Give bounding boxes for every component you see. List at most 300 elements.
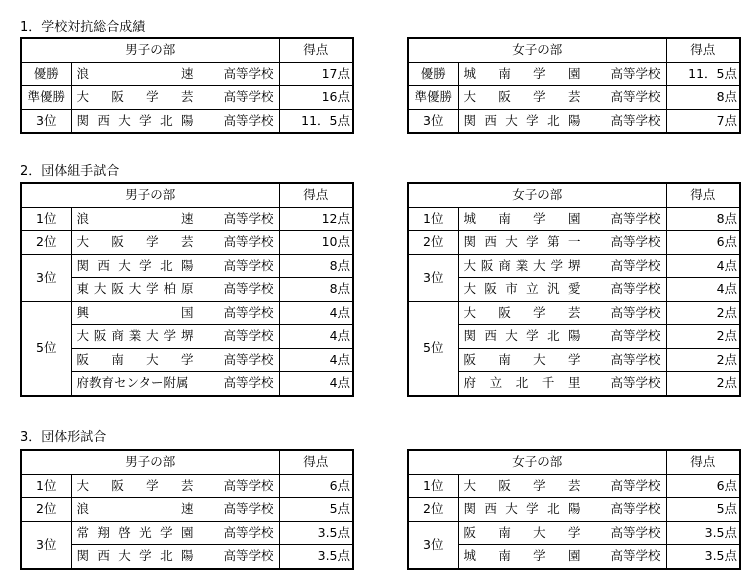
school-type: 高等学校 xyxy=(610,351,661,367)
school-name-char: 陽 xyxy=(567,501,581,517)
school-name-char: 西 xyxy=(97,257,110,273)
school-name-chars xyxy=(461,64,585,84)
kata-male-table xyxy=(20,449,354,570)
school-name-char: 学 xyxy=(180,351,194,367)
school-type: 高等学校 xyxy=(223,548,274,564)
school-name xyxy=(74,279,277,299)
school-name-char: 国 xyxy=(181,304,194,320)
school-name-char: 阪 xyxy=(111,89,124,105)
division-header: 男子の部 xyxy=(21,38,279,62)
table-row xyxy=(408,348,740,372)
school-name-chars xyxy=(461,499,585,519)
school-name-char: 北 xyxy=(160,112,173,128)
points-cell: 3.5点 xyxy=(279,521,353,545)
rank-cell: 1位 xyxy=(408,207,458,231)
school-type: 高等学校 xyxy=(223,281,274,297)
school-cell xyxy=(458,254,666,278)
school-name xyxy=(461,279,664,299)
school-type: 高等学校 xyxy=(223,328,274,344)
school-name-char: 大 xyxy=(76,328,90,344)
school-name-char: 光 xyxy=(139,524,152,540)
school-type: 高等学校 xyxy=(223,65,274,81)
table-row xyxy=(408,207,740,231)
rank-cell: 3位 xyxy=(21,109,71,133)
school-type: 高等学校 xyxy=(610,375,661,391)
points-cell: 3.5点 xyxy=(279,545,353,569)
rank-cell: 1位 xyxy=(21,207,71,231)
school-name-char: 府 xyxy=(463,375,477,391)
school-type: 高等学校 xyxy=(223,89,274,105)
school-name-chars xyxy=(74,326,198,346)
school-name-chars xyxy=(74,232,198,252)
points-cell: 2点 xyxy=(666,372,740,396)
school-cell xyxy=(458,207,666,231)
school-name xyxy=(74,232,277,252)
rank-cell: 準優勝 xyxy=(408,86,458,110)
school-name-char: 園 xyxy=(567,548,581,564)
school-type: 高等学校 xyxy=(223,257,274,273)
school-name-char: 阪 xyxy=(463,351,477,367)
school-cell xyxy=(71,109,279,133)
school-name xyxy=(461,209,664,229)
school-name-char: 北 xyxy=(547,501,560,517)
school-cell xyxy=(458,62,666,86)
school-name-char: 大 xyxy=(128,281,142,297)
table-row xyxy=(408,498,740,522)
school-type: 高等学校 xyxy=(610,89,661,105)
school-type: 高等学校 xyxy=(610,328,661,344)
school-name-char: 立 xyxy=(526,281,539,297)
points-cell: 8点 xyxy=(279,278,353,302)
school-name-char: 学 xyxy=(567,524,581,540)
table-row xyxy=(21,301,353,325)
school-type: 高等学校 xyxy=(223,501,274,517)
school-cell xyxy=(71,325,279,349)
school-name-chars xyxy=(461,476,585,496)
school-name-char: 翔 xyxy=(97,524,110,540)
school-cell xyxy=(458,545,666,569)
school-name-char: 浪 xyxy=(76,210,90,226)
school-cell xyxy=(458,474,666,498)
school-name-char: 阪 xyxy=(498,477,511,493)
school-cell xyxy=(458,109,666,133)
school-cell xyxy=(458,498,666,522)
school-name-char: 西 xyxy=(484,328,497,344)
school-name-char: 西 xyxy=(484,501,497,517)
section-title-kumite: 2．団体組手試合 xyxy=(20,164,120,179)
school-name-char: 学 xyxy=(139,548,152,564)
school-name-char: 大 xyxy=(505,328,518,344)
school-name-char: 南 xyxy=(498,351,511,367)
school-name-char: 浪 xyxy=(76,501,90,517)
school-name xyxy=(74,209,277,229)
table-row xyxy=(408,325,740,349)
school-cell xyxy=(71,372,279,396)
rank-cell: 2位 xyxy=(21,498,71,522)
points-header: 得点 xyxy=(279,450,353,474)
school-name-char: 芸 xyxy=(567,477,581,493)
school-type: 高等学校 xyxy=(610,65,661,81)
school-name-char: 学 xyxy=(550,257,564,273)
school-name xyxy=(74,326,277,346)
school-name-char: 関 xyxy=(463,328,477,344)
points-cell: 4点 xyxy=(666,278,740,302)
school-type: 高等学校 xyxy=(610,548,661,564)
rank-cell: 1位 xyxy=(408,474,458,498)
school-name-char: 北 xyxy=(160,257,173,273)
school-name xyxy=(74,111,277,131)
school-name-char: 学 xyxy=(139,257,152,273)
school-name-char: 学 xyxy=(533,65,546,81)
school-name-chars xyxy=(74,373,198,393)
school-name-char: 南 xyxy=(498,210,511,226)
school-name-char: 南 xyxy=(498,548,511,564)
table-row xyxy=(408,545,740,569)
school-type: 高等学校 xyxy=(223,477,274,493)
school-name-char: 阪 xyxy=(111,477,124,493)
header-row xyxy=(408,450,740,474)
school-cell xyxy=(71,86,279,110)
points-cell: 4点 xyxy=(279,325,353,349)
school-cell xyxy=(71,278,279,302)
table-row xyxy=(21,231,353,255)
school-type: 高等学校 xyxy=(223,112,274,128)
school-name-chars xyxy=(461,87,585,107)
school-name-char: 東 xyxy=(76,281,90,297)
school-name-char: 園 xyxy=(180,524,194,540)
table-row xyxy=(21,372,353,396)
school-type: 高等学校 xyxy=(610,281,661,297)
points-header: 得点 xyxy=(279,38,353,62)
rank-cell: 2位 xyxy=(408,498,458,522)
rank-cell: 優勝 xyxy=(21,62,71,86)
school-type: 高等学校 xyxy=(610,501,661,517)
school-name-char: 速 xyxy=(181,65,194,81)
school-type: 高等学校 xyxy=(223,375,274,391)
school-name-char: 陽 xyxy=(180,548,194,564)
school-cell xyxy=(71,254,279,278)
table-row xyxy=(21,325,353,349)
points-cell: 11．5点 xyxy=(666,62,740,86)
school-type: 高等学校 xyxy=(610,257,661,273)
school-name-char: 愛 xyxy=(567,281,581,297)
table-row xyxy=(21,86,353,110)
school-name-chars xyxy=(461,232,585,252)
school-name-char: 汎 xyxy=(547,281,560,297)
points-header: 得点 xyxy=(666,450,740,474)
rank-cell: 2位 xyxy=(408,231,458,255)
school-name-char: 芸 xyxy=(567,304,581,320)
school-name-char: 大 xyxy=(463,89,477,105)
division-header: 男子の部 xyxy=(21,183,279,207)
school-name-char: 学 xyxy=(526,501,539,517)
school-name-char: 南 xyxy=(498,65,511,81)
school-name-char: 西 xyxy=(484,234,497,250)
school-name xyxy=(461,546,664,566)
school-name-char: 学 xyxy=(160,524,173,540)
school-name-char: 学 xyxy=(526,112,539,128)
school-type: 高等学校 xyxy=(610,210,661,226)
school-name-chars xyxy=(461,326,585,346)
school-name-chars xyxy=(74,209,198,229)
school-type: 高等学校 xyxy=(610,304,661,320)
school-name-char: 阪 xyxy=(498,89,511,105)
school-name-char: 大 xyxy=(463,477,477,493)
points-cell: 17点 xyxy=(279,62,353,86)
rank-cell: 3位 xyxy=(408,109,458,133)
school-name xyxy=(461,523,664,543)
school-cell xyxy=(71,62,279,86)
school-cell xyxy=(71,207,279,231)
school-name-char: 大 xyxy=(533,351,546,367)
school-name-char: 阪 xyxy=(480,257,494,273)
table-row xyxy=(21,545,353,569)
points-cell: 16点 xyxy=(279,86,353,110)
points-cell: 8点 xyxy=(666,207,740,231)
school-name-char: 西 xyxy=(97,112,110,128)
points-cell: 8点 xyxy=(279,254,353,278)
table-row xyxy=(21,348,353,372)
school-name-char: 商 xyxy=(498,257,511,273)
school-name-char: 城 xyxy=(463,210,477,226)
school-name xyxy=(74,303,277,323)
school-name-char: 学 xyxy=(163,328,177,344)
school-name xyxy=(74,546,277,566)
section-title-overall: 1．学校対抗総合成績 xyxy=(20,20,146,35)
school-name-char: 園 xyxy=(567,65,581,81)
points-cell: 10点 xyxy=(279,231,353,255)
school-name xyxy=(74,87,277,107)
school-name-char: 大 xyxy=(463,281,477,297)
school-name-chars xyxy=(461,546,585,566)
school-name-char: 学 xyxy=(533,89,546,105)
school-name-char: 大 xyxy=(533,524,546,540)
points-cell: 4点 xyxy=(279,348,353,372)
school-name-chars xyxy=(461,350,585,370)
school-name-char: 柏 xyxy=(163,281,177,297)
school-name-chars xyxy=(74,523,198,543)
school-name-char: 常 xyxy=(76,524,90,540)
school-name-char: 学 xyxy=(146,89,159,105)
overall-female-table xyxy=(407,37,741,134)
table-row xyxy=(408,521,740,545)
school-name-char: 城 xyxy=(463,548,477,564)
school-name-char: 興 xyxy=(76,304,90,320)
school-cell xyxy=(458,348,666,372)
school-name-char: 陽 xyxy=(180,112,194,128)
school-name-char: 南 xyxy=(111,351,124,367)
points-cell: 3.5点 xyxy=(666,521,740,545)
school-name-char: 市 xyxy=(505,281,518,297)
school-name-char: 大 xyxy=(93,281,107,297)
school-type: 高等学校 xyxy=(223,304,274,320)
header-row xyxy=(21,183,353,207)
points-cell: 2点 xyxy=(666,325,740,349)
points-cell: 4点 xyxy=(666,254,740,278)
school-name-chars xyxy=(74,546,198,566)
school-name-char: 芸 xyxy=(180,477,194,493)
rank-cell: 1位 xyxy=(21,474,71,498)
rank-cell: 3位 xyxy=(408,254,458,301)
school-name-chars xyxy=(74,350,198,370)
school-name xyxy=(74,523,277,543)
school-name-char: 速 xyxy=(181,501,194,517)
school-name xyxy=(461,373,664,393)
school-name-char: 学 xyxy=(533,548,546,564)
school-name-char: 大 xyxy=(505,234,518,250)
school-name-char: 大 xyxy=(463,257,477,273)
school-name-chars xyxy=(74,279,198,299)
school-name-char: 堺 xyxy=(567,257,581,273)
school-name-chars xyxy=(74,87,198,107)
school-name-char: 関 xyxy=(76,112,90,128)
school-name-char: 学 xyxy=(567,351,581,367)
header-row xyxy=(408,183,740,207)
school-name-char: 啓 xyxy=(118,524,131,540)
school-name-chars xyxy=(461,303,585,323)
school-name-char: 阪 xyxy=(463,524,477,540)
school-name-char: 千 xyxy=(541,375,555,391)
school-name-chars xyxy=(74,111,198,131)
points-cell: 6点 xyxy=(666,231,740,255)
school-name-char: 原 xyxy=(180,281,194,297)
table-row xyxy=(408,278,740,302)
school-name-char: 一 xyxy=(567,234,581,250)
school-cell xyxy=(458,301,666,325)
school-name-char: 大 xyxy=(76,89,90,105)
school-name-chars xyxy=(461,373,585,393)
school-name xyxy=(74,476,277,496)
table-row xyxy=(408,86,740,110)
school-name-chars xyxy=(74,256,198,276)
points-cell: 4点 xyxy=(279,372,353,396)
table-row xyxy=(21,474,353,498)
school-cell xyxy=(71,301,279,325)
points-cell: 12点 xyxy=(279,207,353,231)
school-cell xyxy=(458,325,666,349)
school-name-char: 阪 xyxy=(111,234,124,250)
school-name-char: 大 xyxy=(76,477,90,493)
school-name-char: 学 xyxy=(533,210,546,226)
school-name-char: 関 xyxy=(463,234,477,250)
school-name-char: 堺 xyxy=(180,328,194,344)
rank-cell: 優勝 xyxy=(408,62,458,86)
points-cell: 6点 xyxy=(279,474,353,498)
school-name-char: 阪 xyxy=(111,281,124,297)
school-name-char: 府教育センター附属 xyxy=(76,375,189,391)
school-name-char: 学 xyxy=(146,477,159,493)
points-cell: 2点 xyxy=(666,301,740,325)
school-type: 高等学校 xyxy=(610,477,661,493)
school-name-char: 北 xyxy=(547,112,560,128)
points-cell: 5点 xyxy=(666,498,740,522)
school-name-char: 里 xyxy=(568,375,581,391)
school-name-char: 大 xyxy=(533,257,546,273)
school-type: 高等学校 xyxy=(610,112,661,128)
school-type: 高等学校 xyxy=(223,234,274,250)
rank-cell: 3位 xyxy=(408,521,458,569)
school-name-char: 大 xyxy=(76,234,90,250)
table-row xyxy=(21,498,353,522)
school-name-char: 業 xyxy=(515,257,529,273)
school-name-char: 大 xyxy=(118,112,131,128)
overall-male-table xyxy=(20,37,354,134)
division-header: 男子の部 xyxy=(21,450,279,474)
rank-cell: 5位 xyxy=(408,301,458,396)
kumite-female-table xyxy=(407,182,741,397)
division-header: 女子の部 xyxy=(408,38,666,62)
school-name-char: 業 xyxy=(128,328,142,344)
school-name-char: 関 xyxy=(463,112,477,128)
school-name-chars xyxy=(74,303,198,323)
rank-cell: 準優勝 xyxy=(21,86,71,110)
school-name xyxy=(461,111,664,131)
rank-cell: 3位 xyxy=(21,521,71,569)
school-name xyxy=(74,499,277,519)
school-type: 高等学校 xyxy=(223,351,274,367)
school-type: 高等学校 xyxy=(223,210,274,226)
school-name-char: 芸 xyxy=(180,89,194,105)
header-row xyxy=(21,38,353,62)
points-header: 得点 xyxy=(666,183,740,207)
points-cell: 4点 xyxy=(279,301,353,325)
table-row xyxy=(408,62,740,86)
school-name xyxy=(461,87,664,107)
school-name-char: 立 xyxy=(489,375,503,391)
kumite-male-table xyxy=(20,182,354,397)
school-name-char: 大 xyxy=(118,548,131,564)
school-cell xyxy=(71,545,279,569)
school-name-char: 関 xyxy=(463,501,477,517)
kata-female-table xyxy=(407,449,741,570)
table-row xyxy=(408,372,740,396)
school-name-char: 浪 xyxy=(76,65,90,81)
school-name-char: 陽 xyxy=(567,328,581,344)
school-name xyxy=(461,64,664,84)
points-cell: 7点 xyxy=(666,109,740,133)
school-name xyxy=(461,232,664,252)
school-cell xyxy=(71,231,279,255)
school-name-char: 芸 xyxy=(567,89,581,105)
school-cell xyxy=(71,474,279,498)
school-name-chars xyxy=(461,256,585,276)
school-name-char: 学 xyxy=(526,328,539,344)
school-name xyxy=(74,373,277,393)
school-name-char: 西 xyxy=(97,548,110,564)
table-row xyxy=(21,207,353,231)
school-name-char: 阪 xyxy=(498,304,511,320)
school-type: 高等学校 xyxy=(223,524,274,540)
table-row xyxy=(21,109,353,133)
school-name-char: 商 xyxy=(111,328,124,344)
school-name-char: 第 xyxy=(547,234,560,250)
school-name-char: 学 xyxy=(533,477,546,493)
school-cell xyxy=(71,348,279,372)
school-name-char: 学 xyxy=(533,304,546,320)
division-header: 女子の部 xyxy=(408,183,666,207)
school-name xyxy=(461,256,664,276)
school-name-char: 大 xyxy=(505,501,518,517)
table-row xyxy=(408,109,740,133)
school-name-char: 大 xyxy=(146,328,159,344)
school-type: 高等学校 xyxy=(610,234,661,250)
points-cell: 3.5点 xyxy=(666,545,740,569)
school-name-char: 阪 xyxy=(93,328,107,344)
rank-cell: 3位 xyxy=(21,254,71,301)
points-cell: 6点 xyxy=(666,474,740,498)
school-name xyxy=(461,476,664,496)
school-name-char: 学 xyxy=(146,281,159,297)
